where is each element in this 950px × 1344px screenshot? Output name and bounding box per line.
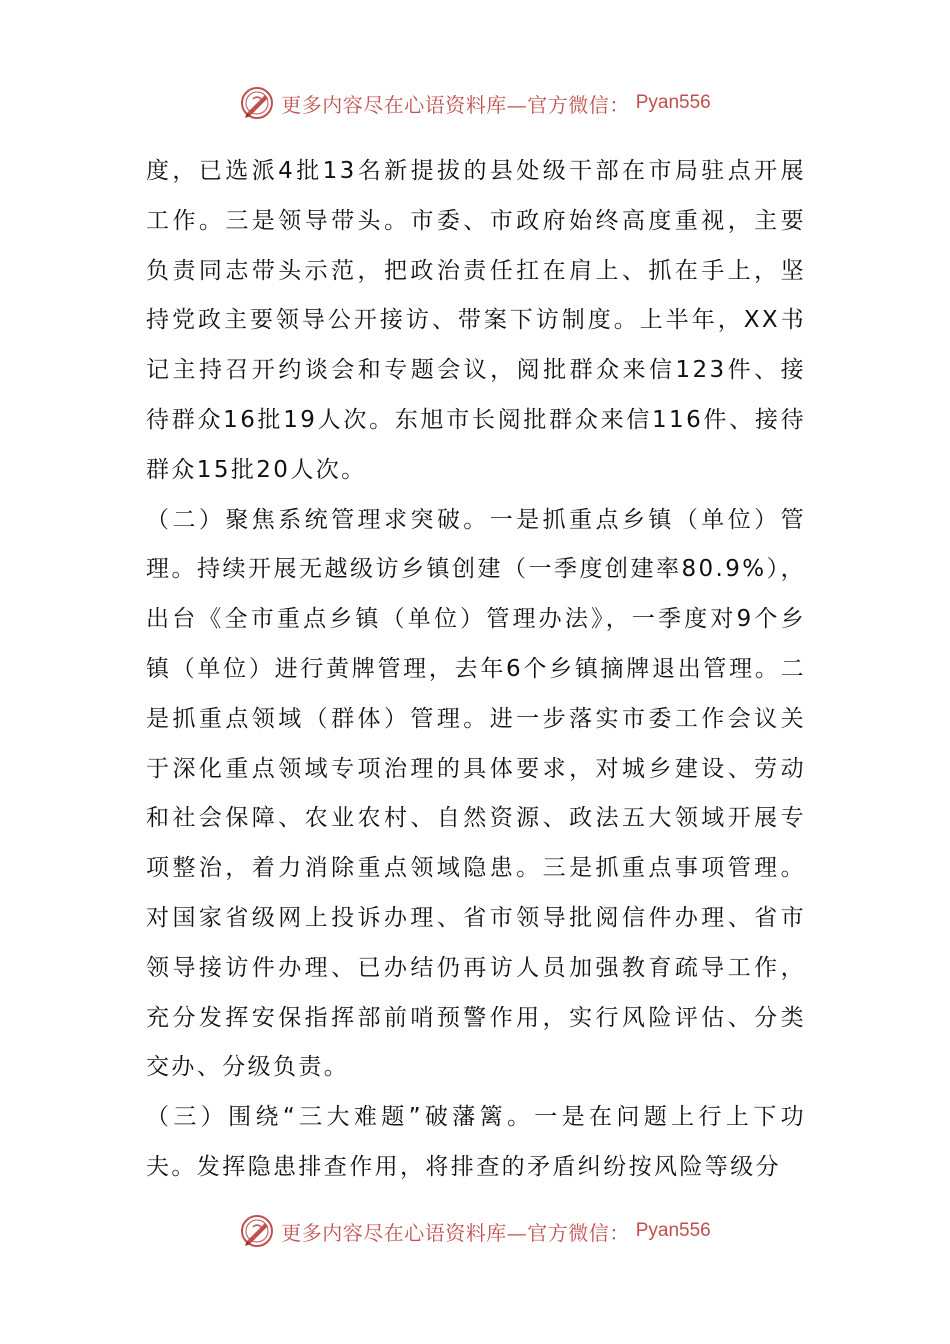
paragraph: （二）聚焦系统管理求突破。一是抓重点乡镇（单位）管理。持续开展无越级访乡镇创建（一季度创建率80.9%），出台《全市重点乡镇（单位）管理办法》，一季度对9个乡镇（单位）进行黄牌管理，去年6个乡镇摘牌退出管理。二是抓重点领域（群体）管理。进一步落实市委工作会议关于深化重点领域专项治理的具体要求，对城乡建设、劳动和社会保障、农业农村、自然资源、政法五大领域开展专项整治，着力消除重点领域隐患。三是抓重点事项管理。对国家省级网上投诉办理、省市领导批阅信件办理、省市领导接访件办理、已办结仍再访人员加强教育疏导工作，充分发挥安保指挥部前哨预警作用，实行风险评估、分类交办、分级负责。 bbox=[146, 506, 806, 1081]
paragraph: （三）围绕“三大难题”破藩篱。一是在问题上行上下功夫。发挥隐患排查作用，将排查的矛盾纠纷按风险等级分 bbox=[146, 1104, 806, 1180]
watermark-wechat-id: Pyan556 bbox=[635, 1220, 711, 1241]
paragraph: 度，已选派4批13名新提拔的县处级干部在市局驻点开展工作。三是领导带头。市委、市政府始终高度重视，主要负责同志带头示范，把政治责任扛在肩上、抓在手上，坚持党政主要领导公开接访、带案下访制度。上半年，XX书记主持召开约谈会和专题会议，阅批群众来信123件、接待群众16批19人次。东旭市长阅批群众来信116件、接待群众15批20人次。 bbox=[146, 158, 806, 483]
header-watermark bbox=[0, 83, 950, 123]
footer-watermark bbox=[0, 1211, 950, 1251]
watermark-wechat-id: Pyan556 bbox=[635, 92, 711, 113]
pen-logo-icon bbox=[239, 85, 275, 121]
document-body bbox=[146, 147, 806, 1193]
pen-logo-icon bbox=[239, 1213, 275, 1249]
watermark-text: 更多内容尽在心语资料库—官方微信： bbox=[281, 1220, 630, 1245]
watermark-text: 更多内容尽在心语资料库—官方微信： bbox=[281, 92, 630, 117]
